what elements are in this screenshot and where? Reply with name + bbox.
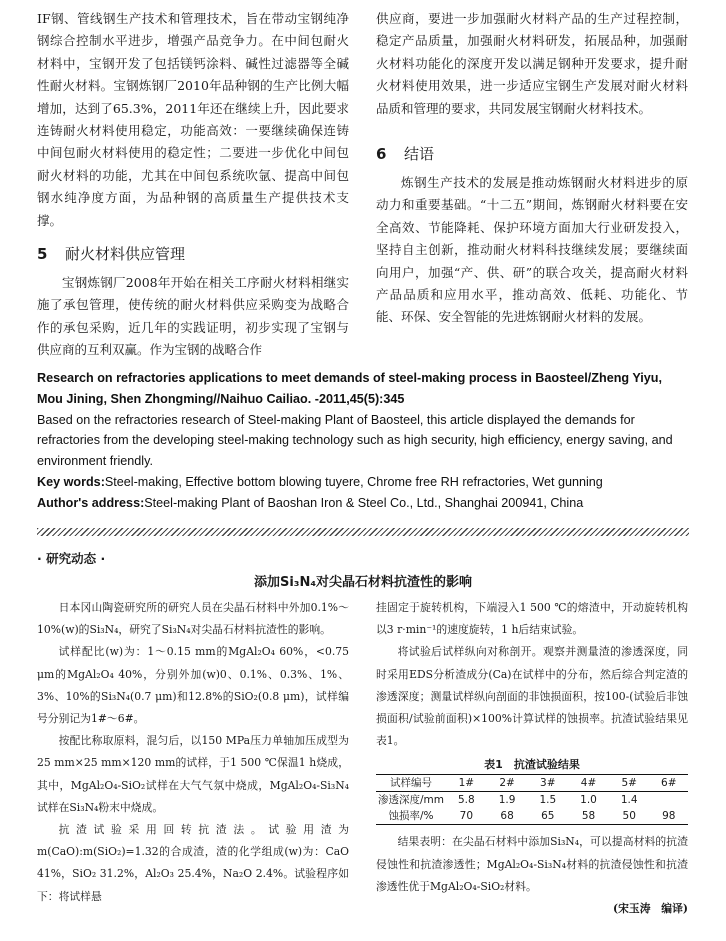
table-cell: 1.0 — [580, 794, 597, 807]
news-paragraph: 试样配比(w)为：1～0.15 mm的MgAl₂O₄ 60%，<0.75 μm的MgAl₂O₄ 40%，分别外加(w)0、0.1%、0.3%、1%、3%、10%的Si₃N₄(0.7 μm)和12.8%的SiO₂(0.8 μm)，试样编号分别记为1#～6#。 — [37, 645, 349, 726]
news-title: 添加Si₃N₄对尖晶石材料抗渣性的影响 — [253, 575, 473, 590]
paragraph-continuation-right: 供应商，要进一步加强耐火材料产品的生产过程控制，稳定产品质量，加强耐火材料研发，拓展品种，加强耐火材料功能化的深度开发以满足钢种开发要求，提升耐火材料使用效果，进一步适应宝钢生产发展对耐火材料品质和管理的要求，共同发展宝钢耐火材料技术。 — [376, 11, 688, 116]
abstract-body: Based on the refractories research of Steel-making Plant of Baosteel, this article displayed the demands for refractories from the developing steel-making technology such as high security, high efficiency, energy saving, and environment friendly. — [37, 412, 673, 469]
table-header-label: 试样编号 — [390, 777, 432, 790]
news-conclusion: 结果表明：在尖晶石材料中添加Si₃N₄，可以提高材料的抗渣侵蚀性和抗渣渗透性；MgAl₂O₄-Si₃N₄材料的抗渣侵蚀性和抗渣渗透性优于MgAl₂O₄-SiO₂材料。 — [376, 835, 688, 893]
top-right-column — [376, 8, 688, 329]
table-header-cell: 4# — [580, 777, 597, 790]
table-row-label: 蚀损率/% — [388, 810, 434, 823]
table-cell: 1.4 — [620, 794, 638, 807]
table-cell: 5.8 — [458, 794, 475, 807]
section-6-title: 结语 — [404, 145, 435, 164]
table-caption: 表1 抗渣试验结果 — [484, 758, 580, 772]
english-abstract — [37, 368, 689, 514]
table-cell: 70 — [459, 810, 474, 823]
table-cell: 50 — [622, 810, 636, 823]
table-row — [376, 792, 688, 809]
keywords-label: Key words: — [37, 474, 105, 489]
news-section-tag: · 研究动态 · — [37, 551, 106, 566]
hatched-divider — [37, 528, 689, 536]
abstract-address — [37, 493, 689, 514]
section-5-title: 耐火材料供应管理 — [65, 245, 186, 264]
section-6-body: 炼钢生产技术的发展是推动炼钢耐火材料进步的原动力和重要基础。“十二五”期间，炼钢耐火材料要在安全高效、节能降耗、保护环境方面加大行业研发投入，坚持自主创新，推动耐火材料科技继续发展；要继续面向用户，加强“产、供、研”的联合攻关，提高耐火材料产品品质和应用水平，推动高效、低耗、功能化、节能、环保、安全智能的先进炼钢耐火材料的发展。 — [376, 175, 688, 325]
news-paragraph: 抗渣试验采用回转抗渣法。试验用渣为m(CaO):m(SiO₂)=1.32的合成渣，渣的化学组成(w)为：CaO 41%，SiO₂ 31.2%，Al₂O₃ 25.4%，Na₂O 2.4%。试验程序如下：将试样悬 — [37, 823, 349, 903]
address-label: Author's address: — [37, 495, 145, 510]
table-row — [376, 808, 688, 825]
keywords-text: Steel-making, Effective bottom blowing tuyere, Chrome free RH refractories, Wet gunning — [104, 474, 603, 489]
address-text: Steel-making Plant of Baoshan Iron & Steel Co., Ltd., Shanghai 200941, China — [144, 495, 584, 510]
section-6-heading — [376, 136, 688, 172]
top-left-column — [37, 8, 349, 362]
table-cell — [650, 792, 688, 809]
table-cell: 65 — [541, 810, 555, 823]
abstract-title-line: Research on refractories applications to meet demands of steel-making process in Baosteel/Zheng Yiyu, Mou Jining, Shen Zhongming//Naihuo Cailiao. -2011,45(5):345 — [37, 371, 662, 406]
table-cell: 58 — [581, 810, 596, 823]
news-paragraph: 将试验后试样纵向对称剖开。观察并测量渣的渗透深度，同时采用EDS分析渣成分(Ca)在试样中的分布，然后综合判定渣的渗透深度；测量试样纵向剖面的非蚀损面积，按100-(试验后非蚀损面积/试验前面积)×100%计算试样的蚀损率。抗渣试验结果见表1。 — [376, 645, 688, 748]
section-5-body: 宝钢炼钢厂2008年开始在相关工序耐火材料相继实施了承包管理，使传统的耐火材料供应采购变为战略合作的承包采购，近几年的实践证明，初步实现了宝钢与供应商的互利双赢。作为宝钢的战略合作 — [37, 275, 349, 358]
table-header-cell: 1# — [458, 777, 475, 790]
news-right-column — [376, 597, 688, 920]
section-6-number: 6 — [376, 145, 387, 164]
news-left-column — [37, 597, 349, 908]
results-table-block — [376, 756, 688, 825]
news-paragraph: 挂固定于旋转机构，下端浸入1 500 ℃的熔渣中，开动旋转机构以3 r·min⁻¹的速度旋转，1 h后结束试验。 — [376, 601, 688, 637]
table-header-cell: 2# — [499, 777, 515, 790]
table-header-row — [376, 775, 688, 792]
table-cell: 1.9 — [498, 794, 516, 807]
section-5-number: 5 — [37, 245, 48, 264]
table-header-cell: 6# — [661, 777, 677, 790]
results-table — [376, 774, 688, 825]
translator-credit: (宋玉涛 编译) — [613, 902, 688, 916]
table-header-cell: 5# — [621, 777, 637, 790]
news-paragraph: 日本冈山陶瓷研究所的研究人员在尖晶石材料中外加0.1%～10%(w)的Si₃N₄，研究了Si₃N₄对尖晶石材料抗渣性的影响。 — [37, 601, 349, 637]
news-paragraph: 按配比称取原料，混匀后，以150 MPa压力单轴加压成型为25 mm×25 mm×120 mm的试样，于1 500 ℃保温1 h烧成，其中，MgAl₂O₄-SiO₂试样在大气气氛中烧成，MgAl₂O₄-Si₃N₄试样在Si₃N₄粉末中烧成。 — [37, 734, 349, 814]
table-header-cell: 3# — [540, 777, 556, 790]
paragraph-continuation: IF钢、管线钢生产技术和管理技术，旨在带动宝钢纯净钢综合控制水平进步，增强产品竞争力。在中间包耐火材料中，宝钢开发了包括镁钙涂料、碱性过滤器等全碱性耐火材料。宝钢炼钢厂2010年品种钢的生产比例大幅增加，达到了65.3%，2011年还在继续上升，因此要求连铸耐火材料使用稳定，功能高效：一要继续确保连铸中间包耐火材料使用的稳定性；二要进一步优化中间包耐火材料的功能，尤其在中间包系统吹氩、提高中间包钢水纯净度方面，为品种钢的高质量生产提供技术支撑。 — [37, 11, 349, 228]
abstract-keywords — [37, 472, 689, 493]
table-cell: 68 — [500, 810, 514, 823]
table-cell: 98 — [662, 810, 676, 823]
section-5-heading — [37, 236, 349, 272]
table-cell: 1.5 — [539, 794, 557, 807]
table-row-label: 渗透深度/mm — [378, 794, 444, 807]
